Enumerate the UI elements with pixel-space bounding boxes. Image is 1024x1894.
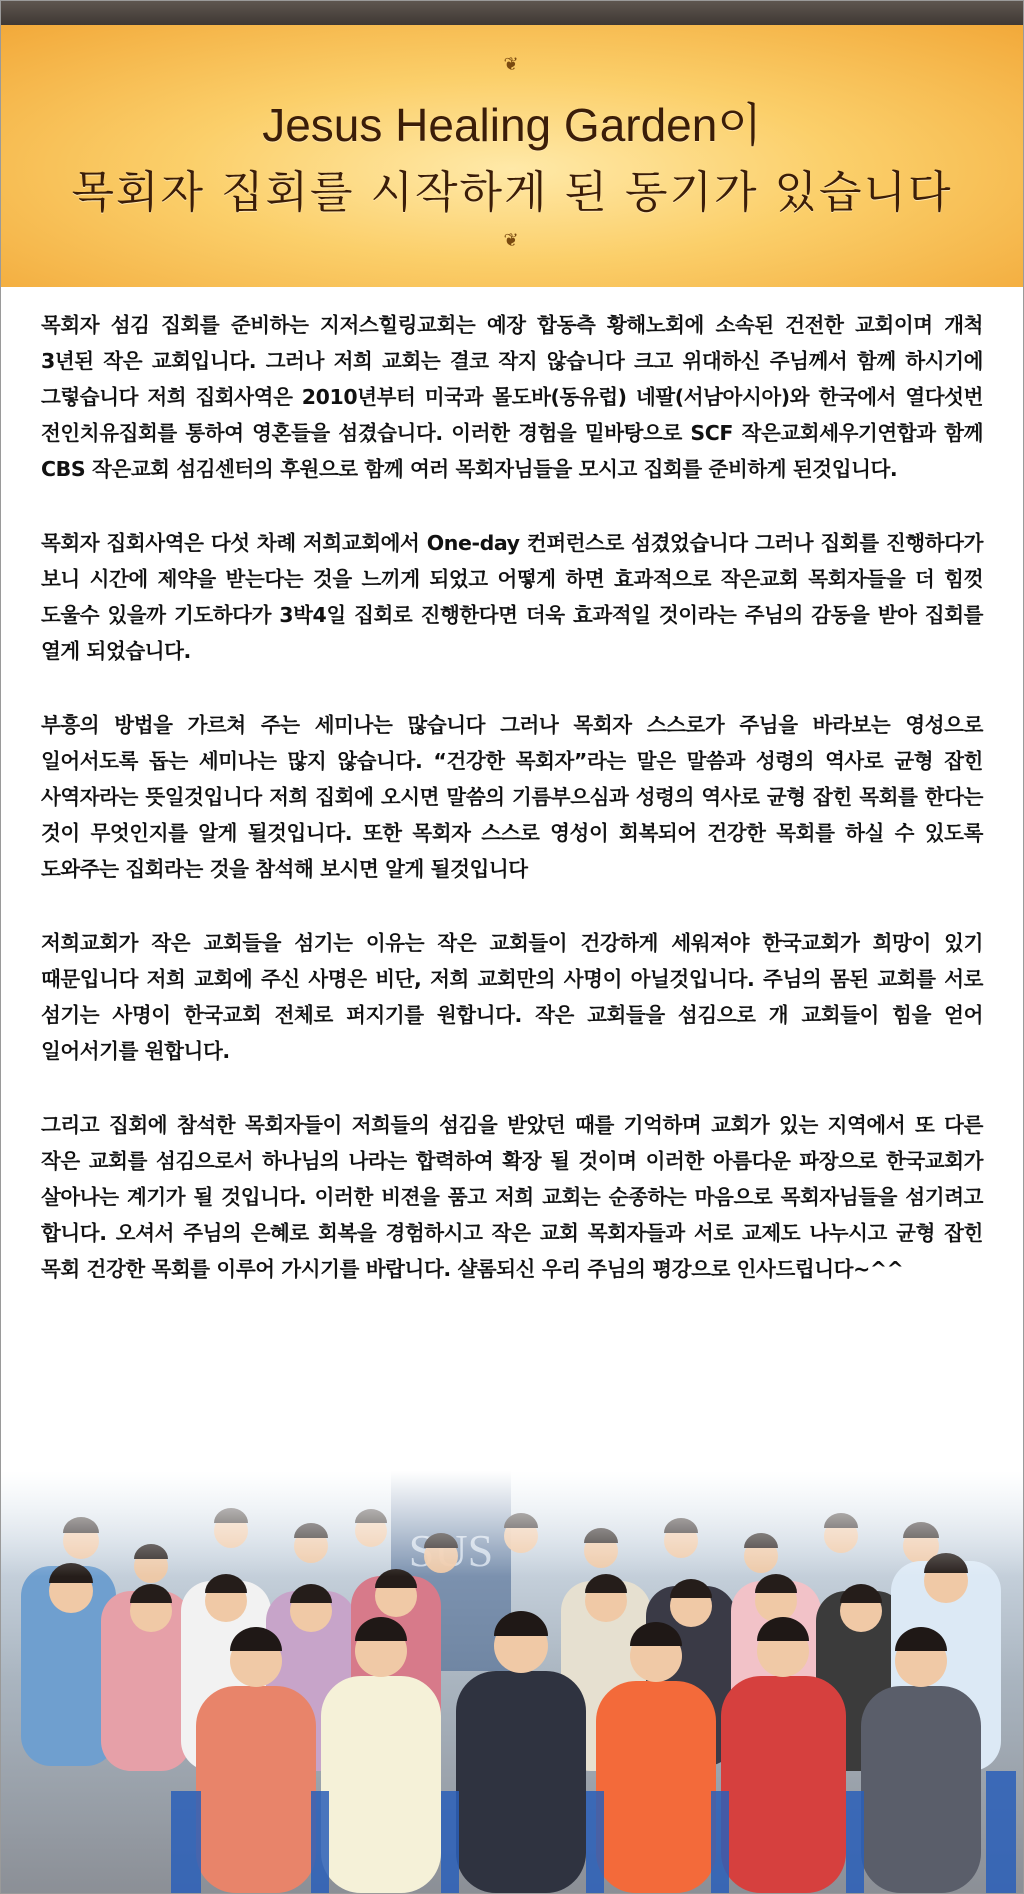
ornament-bottom-icon: ❦ bbox=[503, 230, 521, 251]
banner-title-line1: Jesus Healing Garden이 bbox=[262, 99, 762, 151]
group-photo-illustration bbox=[1, 1471, 1023, 1893]
group-photo bbox=[1, 1471, 1023, 1893]
banner-title-line2: 목회자 집회를 시작하게 된 동기가 있습니다 bbox=[71, 167, 953, 218]
paragraph-2: 목회자 집회사역은 다섯 차례 저희교회에서 One-day 컨퍼런스로 섬겼었습니다 그러나 집회를 진행하다가 보니 시간에 제약을 받는다는 것을 느끼게 되었고 어떻게 하면 효과적으로 작은교회 목회자들을 더 힘껏 도울수 있을까 기도하다가 3박4일 집회로 진행한다면 더욱 효과적일 것이라는 주님의 감동을 받아 집회를 열게 되었습니다. bbox=[41, 531, 983, 663]
ornament-top-icon: ❦ bbox=[503, 54, 521, 75]
paragraph-1: 목회자 섬김 집회를 준비하는 지저스힐링교회는 예장 합동측 황해노회에 소속된 건전한 교회이며 개척 3년된 작은 교회입니다. 그러나 저희 교회는 결코 작지 않습니다 크고 위대하신 주님께서 함께 하시기에 그렇습니다 저희 집회사역은 2010년부터 미국과 몰도바(동유럽) 네팔(서남아시아)와 한국에서 열다섯번 전인치유집회를 통하여 영혼들을 섬겼습니다. 이러한 경험을 밑바탕으로 SCF 작은교회세우기연합과 함께 CBS 작은교회 섬김센터의 후원으로 함께 여러 목회자님들을 모시고 집회를 준비하게 된것입니다. bbox=[41, 313, 983, 481]
paragraph-3: 부흥의 방법을 가르쳐 주는 세미나는 많습니다 그러나 목회자 스스로가 주님을 바라보는 영성으로 일어서도록 돕는 세미나는 많지 않습니다. “건강한 목회자”라는 말은 말씀과 성령의 역사로 균형 잡힌 사역자라는 뜻일것입니다 저희 집회에 오시면 말씀의 기름부으심과 성령의 역사로 균형 잡힌 목회를 한다는 것이 무엇인지를 알게 될것입니다. 또한 목회자 스스로 영성이 회복되어 건강한 목회를 하실 수 있도록 도와주는 집회라는 것을 참석해 보시면 알게 될것입니다 bbox=[41, 713, 983, 881]
top-bar bbox=[1, 1, 1023, 25]
article-body bbox=[41, 307, 983, 1325]
paragraph-5: 그리고 집회에 참석한 목회자들이 저희들의 섬김을 받았던 때를 기억하며 교회가 있는 지역에서 또 다른 작은 교회를 섬김으로서 하나님의 나라는 합력하여 확장 될 것이며 이러한 아름다운 파장으로 한국교회가 살아나는 계기가 될 것입니다. 이러한 비젼을 품고 저희 교회는 순종하는 마음으로 목회자님들을 섬기려고 합니다. 오셔서 주님의 은혜로 회복을 경험하시고 작은 교회 목회자들과 서로 교제도 나누시고 균형 잡힌 목회 건강한 목회를 이루어 가시기를 바랍니다. 샬롬되신 우리 주님의 평강으로 인사드립니다~^^ bbox=[41, 1113, 983, 1281]
header-banner bbox=[1, 25, 1023, 287]
paragraph-4: 저희교회가 작은 교회들을 섬기는 이유는 작은 교회들이 건강하게 세워져야 한국교회가 희망이 있기 때문입니다 저희 교회에 주신 사명은 비단, 저희 교회만의 사명이 아닐것입니다. 주님의 몸된 교회를 서로 섬기는 사명이 한국교회 전체로 퍼지기를 원합니다. 작은 교회들을 섬김으로 개 교회들이 힘을 얻어 일어서기를 원합니다. bbox=[41, 931, 983, 1063]
